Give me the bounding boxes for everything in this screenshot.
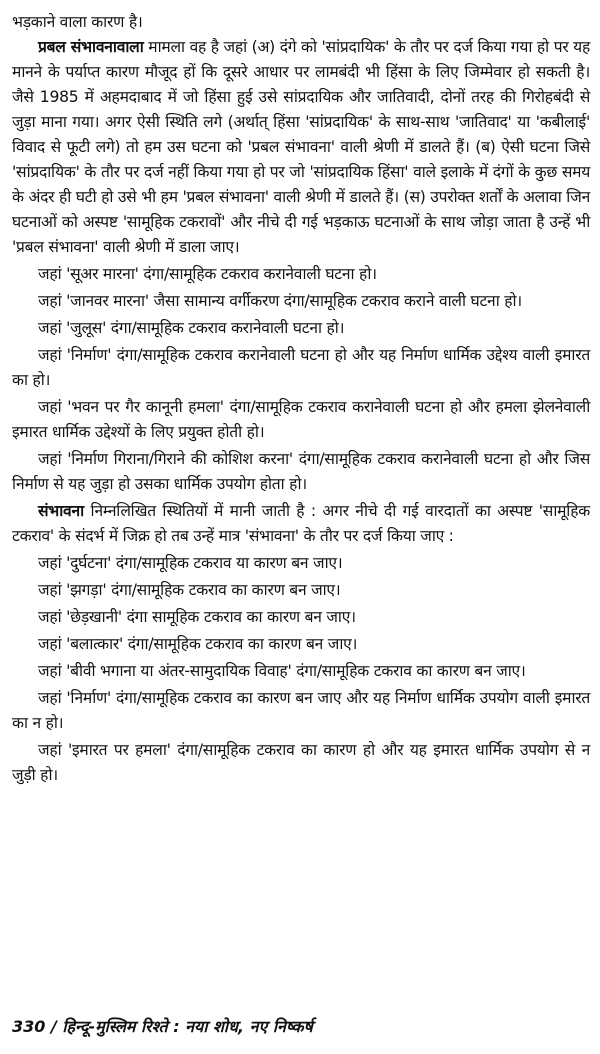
paragraph-continuation: भड़काने वाला कारण है। (12, 13, 143, 31)
list-item: जहां 'दुर्घटना' दंगा/सामूहिक टकराव या कारण बन जाए। (38, 554, 343, 572)
list-item: जहां 'बीवी भगाना या अंतर-सामुदायिक विवाह' दंगा/सामूहिक टकराव का कारण बन जाए। (38, 662, 526, 680)
list-item: जहां 'बलात्कार' दंगा/सामूहिक टकराव का कारण बन जाए। (38, 635, 358, 653)
list-item: जहां 'जानवर मारना' जैसा सामान्य वर्गीकरण दंगा/सामूहिक टकराव कराने वाली घटना हो। (38, 292, 522, 310)
list-item: जहां 'जुलूस' दंगा/सामूहिक टकराव करानेवाली घटना हो। (38, 319, 345, 337)
list-item: जहां 'भवन पर गैर कानूनी हमला' दंगा/सामूहिक टकराव करानेवाली घटना हो और हमला झेलनेवाली इमारत धार्मिक उद्देश्यों के लिए प्रयुक्त होती हो। (12, 398, 590, 441)
term-probability: संभावना (38, 502, 84, 520)
page-number: 330 (12, 1017, 46, 1036)
list-item: जहां 'निर्माण' दंगा/सामूहिक टकराव करानेवाली घटना हो और यह निर्माण धार्मिक उद्देश्य वाली इमारत का हो। (12, 346, 590, 389)
list-item: जहां 'निर्माण गिराना/गिराने की कोशिश करना' दंगा/सामूहिक टकराव करानेवाली घटना हो और जिस निर्माण से यह जुड़ा हो उसका धार्मिक उपयोग होता हो। (12, 450, 590, 493)
paragraph-strong-probability (12, 35, 590, 260)
list-item: जहां 'छेड़खानी' दंगा सामूहिक टकराव का कारण बन जाए। (38, 608, 356, 626)
term-strong-probability: प्रबल संभावनावाला (38, 38, 144, 56)
list-item: जहां 'सूअर मारना' दंगा/सामूहिक टकराव करानेवाली घटना हो। (38, 265, 377, 283)
list-item: जहां 'झगड़ा' दंगा/सामूहिक टकराव का कारण बन जाए। (38, 581, 341, 599)
page-body (12, 10, 590, 788)
list-item: जहां 'इमारत पर हमला' दंगा/सामूहिक टकराव का कारण हो और यह इमारत धार्मिक उपयोग से न जुड़ी हो। (12, 741, 590, 784)
paragraph-probability-text: निम्नलिखित स्थितियों में मानी जाती है : अगर नीचे दी गई वारदातों का अस्पष्ट 'सामूहिक टकराव' के संदर्भ में जिक्र हो तब उन्हें मात्र 'संभावना' के तौर पर दर्ज किया जाए : (12, 502, 590, 545)
page-footer (12, 1016, 590, 1038)
footer-separator: / (45, 1017, 63, 1036)
list-item: जहां 'निर्माण' दंगा/सामूहिक टकराव का कारण बन जाए और यह निर्माण धार्मिक उपयोग वाली इमारत का न हो। (12, 689, 590, 732)
book-title: हिन्दू-मुस्लिम रिश्ते : नया शोध, नए निष्कर्ष (62, 1017, 313, 1036)
paragraph-strong-probability-text: मामला वह है जहां (अ) दंगे को 'सांप्रदायिक' के तौर पर दर्ज किया गया हो पर यह मानने के पर्याप्त कारण मौजूद हों कि दूसरे आधार पर लामबंदी भी हिंसा के लिए जिम्मेवार हो सकती है। जैसे 1985 में अहमदाबाद में जो हिंसा हुई उसे सांप्रदायिक और जातिवादी, दोनों तरह की गिरोहबंदी से जुड़ा माना गया। अगर ऐसी स्थिति लगे (अर्थात् हिंसा 'सांप्रदायिक' के साथ-साथ 'जातिवाद' या 'कबीलाई' विवाद से फूटी लगे) तो हम उस घटना को 'प्रबल संभावना' वाली श्रेणी में डालते हैं। (ब) ऐसी घटना जिसे 'सांप्रदायिक' के तौर पर दर्ज नहीं किया गया हो पर जो 'सांप्रदायिक हिंसा' वाले इलाके में दंगों के कुछ समय के अंदर ही घटी हो उसे भी हम 'प्रबल संभावना' वाली श्रेणी में डालते हैं। (स) उपरोक्त शर्तों के अलावा जिन घटनाओं को अस्पष्ट 'सामूहिक टकरावों' और नीचे दी गई भड़काऊ घटनाओं के साथ जोड़ा जाता है उन्हें भी 'प्रबल संभावना' वाली श्रेणी में डाला जाए। (12, 38, 591, 256)
paragraph-probability (12, 499, 590, 549)
